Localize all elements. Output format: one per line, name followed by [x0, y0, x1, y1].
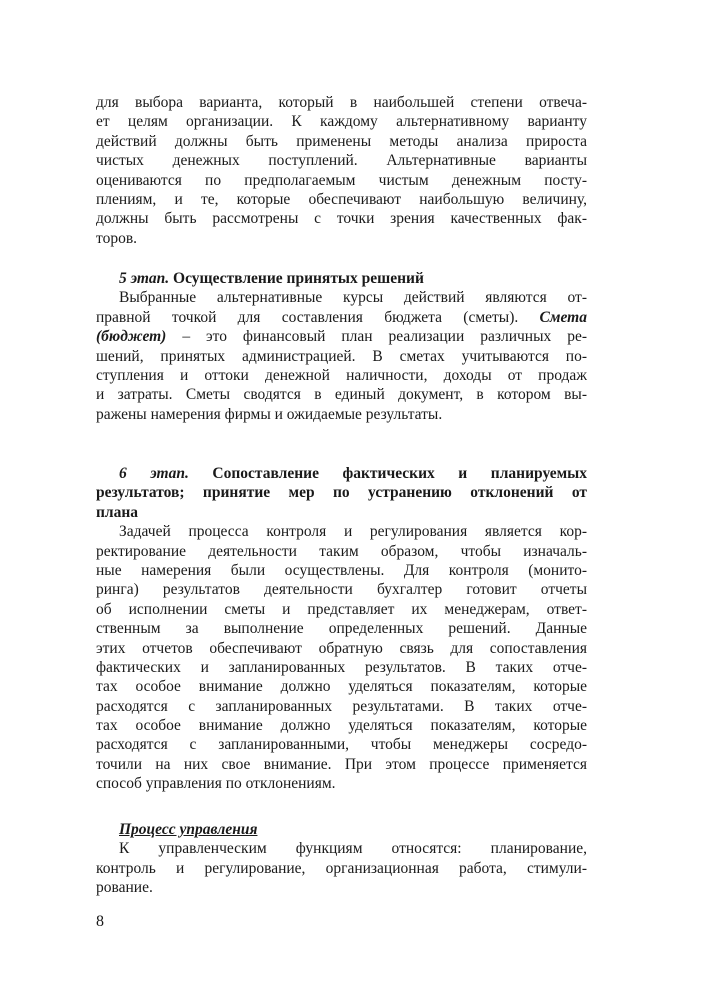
text-line: К управленческим функциям относятся: планирование,: [119, 840, 587, 858]
text-line: ет целям организации. К каждому альтернативному варианту: [96, 113, 587, 131]
text-fragment: правной точкой для составления бюджета (сметы).: [96, 308, 519, 326]
text-line: ринга) результатов деятельности бухгалтер готовит отчеты: [96, 581, 587, 599]
section-5-heading: [96, 269, 587, 288]
process-heading: [96, 820, 587, 839]
text-line: ные намерения были осуществлены. Для контроля (монито-: [96, 561, 587, 579]
text-line: тах особое внимание должно уделяться показателям, которые: [96, 678, 587, 696]
section-heading-line: плана: [96, 503, 139, 521]
text-fragment: – это финансовый план реализации различных ре-: [182, 328, 587, 346]
text-line: ректирование деятельности таким образом, чтобы изначаль-: [96, 542, 587, 560]
stage-label: 6 этап.: [119, 465, 189, 482]
text-line: и затраты. Сметы сводятся в единый документ, в котором вы-: [96, 386, 587, 404]
text-line: фактических и запланированных результатов. В таких отче-: [96, 658, 587, 676]
text-line: [96, 308, 587, 327]
text-line: действий должны быть применены методы анализа прироста: [96, 132, 587, 150]
process-section: [96, 820, 587, 898]
text-line: плениям, и те, которые обеспечивают наибольшую величину,: [96, 190, 587, 208]
text-line: расходятся с запланированными, чтобы менеджеры сосредо-: [96, 736, 587, 754]
text-line: контроль и регулирование, организационная работа, стимули-: [96, 859, 587, 877]
text-line: ражены намерения фирмы и ожидаемые результаты.: [96, 405, 443, 423]
section-5: [96, 269, 587, 424]
term-budget: (бюджет): [96, 328, 167, 346]
text-line: способ управления по отклонениям.: [96, 775, 336, 793]
section-6-heading: [96, 464, 587, 483]
text-line: этих отчетов обеспечивают обратную связь для сопоставления: [96, 639, 587, 657]
text-line: торов.: [96, 229, 138, 247]
text-line: шений, принятых администрацией. В сметах учитываются по-: [96, 347, 587, 365]
stage-label: 5 этап.: [119, 270, 170, 287]
text-line: ственным за выполнение определенных решений. Данные: [96, 620, 587, 638]
section-heading: Осуществление принятых решений: [173, 270, 424, 287]
section-heading: Процесс управления: [119, 821, 258, 838]
text-line: тах особое внимание должно уделяться показателям, которые: [96, 717, 587, 735]
section-heading: Сопоставление фактических и планируемых: [212, 465, 588, 482]
page-number: 8: [96, 913, 104, 930]
text-line: для выбора варианта, который в наибольшей степени отвеча-: [96, 94, 587, 111]
text-line: Задачей процесса контроля и регулирования является кор-: [119, 523, 587, 541]
text-line: чистых денежных поступлений. Альтернативные варианты: [96, 152, 587, 170]
text-line: [96, 327, 587, 346]
section-6: [96, 464, 587, 794]
term-smeta: Смета: [539, 308, 587, 326]
section-heading-line: результатов; принятие мер по устранению отклонений от: [96, 484, 587, 502]
text-line: оцениваются по предполагаемым чистым денежным посту-: [96, 171, 587, 189]
text-line: об исполнении сметы и представляет их менеджерам, ответ-: [96, 600, 587, 618]
intro-paragraph: [96, 93, 587, 248]
text-line: точили на них свое внимание. При этом процессе применяется: [96, 755, 587, 773]
text-line: должны быть рассмотрены с точки зрения качественных фак-: [96, 210, 587, 228]
text-line: Выбранные альтернативные курсы действий являются от-: [119, 289, 587, 307]
text-line: расходятся с запланированных результатами. В таких отче-: [96, 697, 587, 715]
text-line: рование.: [96, 879, 153, 897]
text-line: ступления и оттоки денежной наличности, доходы от продаж: [96, 366, 587, 384]
